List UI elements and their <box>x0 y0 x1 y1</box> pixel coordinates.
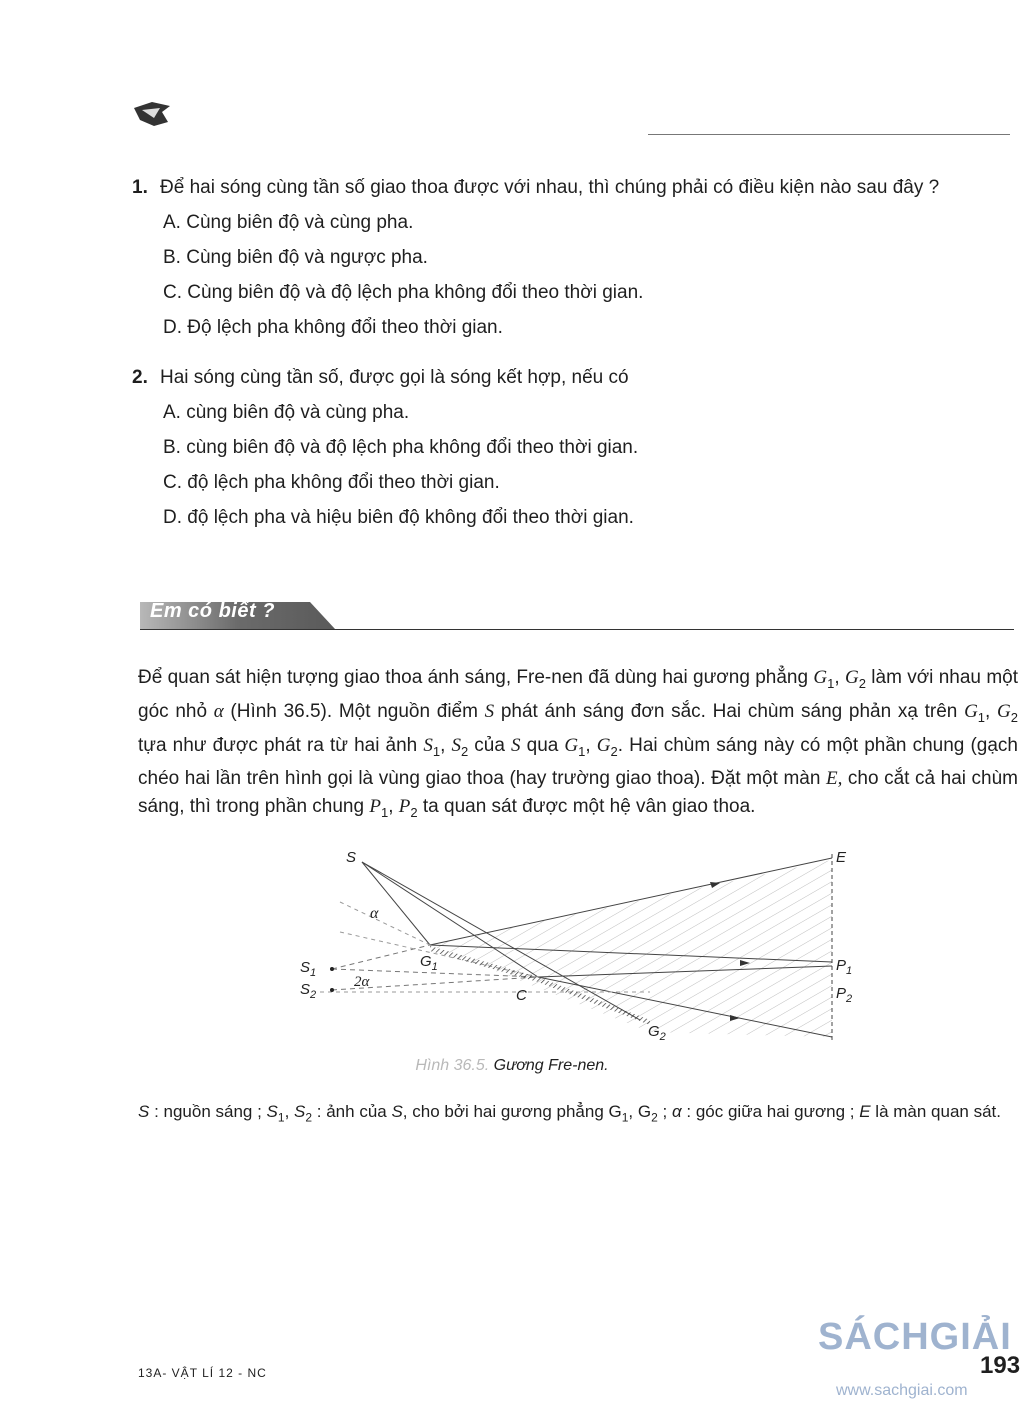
page-number: 193 <box>980 1352 1021 1379</box>
label-c: C <box>516 987 527 1004</box>
section-paragraph: Để quan sát hiện tượng giao thoa ánh sáng, Fre-nen đã dùng hai gương phẳng $G_1$, $G_2$ làm với nhau một góc nhỏ α (Hình 36.5). Một nguồn điểm S phát ánh sáng đơn sắc. Hai chùm sáng phản xạ trên $G_1$, $G_2$ tựa như được phát ra từ hai ảnh $S_1$, $S_2$ của S qua $G_1$, $G_2$. Hai chùm sáng này có một phần chung (gạch chéo hai lần trên hình gọi là vùng giao thoa (hay trường giao thoa). Đặt một màn E, cho cắt cả hai chùm sáng, thì trong phần chung $P_1$, $P_2$ ta quan sát được một hệ vân giao thoa. <box>138 667 1019 821</box>
question-2-option-a: A. cùng biên độ và cùng pha. <box>163 402 410 423</box>
watermark-url: www.sachgiai.com <box>836 1382 968 1399</box>
figure-legend: S : nguồn sáng ; $S_1$, $S_2$ : ảnh của S, cho bởi hai gương phẳng $G_1$, $G_2$ ; α : góc giữa hai gương ; E là màn quan sát. <box>138 1102 1001 1125</box>
question-2-option-d: D. độ lệch pha và hiệu biên độ không đổi theo thời gian. <box>163 507 634 528</box>
label-alpha: α <box>370 905 379 922</box>
label-s: S <box>346 849 357 866</box>
question-1 <box>132 176 939 200</box>
caption-text: Gương Fre-nen. <box>489 1057 609 1074</box>
interference-region <box>430 860 832 1037</box>
figure-caption <box>0 1057 1024 1075</box>
label-2alpha: 2α <box>354 974 370 990</box>
question-2-option-c: C. độ lệch pha không đổi theo thời gian. <box>163 472 500 493</box>
question-number: 1. <box>132 177 148 198</box>
question-1-option-b: B. Cùng biên độ và ngược pha. <box>163 247 428 268</box>
label-e: E <box>836 849 847 866</box>
question-1-option-a: A. Cùng biên độ và cùng pha. <box>163 212 414 233</box>
question-1-option-c: C. Cùng biên độ và độ lệch pha không đổi theo thời gian. <box>163 282 644 303</box>
label-g2: $G_2$ <box>648 1023 666 1043</box>
question-number: 2. <box>132 367 148 388</box>
label-s1: $S_1$ <box>300 959 317 979</box>
question-1-option-d: D. Độ lệch pha không đổi theo thời gian. <box>163 317 503 338</box>
label-s2: $S_2$ <box>300 981 317 1001</box>
section-rule <box>140 629 1014 630</box>
question-2 <box>132 366 629 390</box>
label-g1: $G_1$ <box>420 953 438 973</box>
footer-book-code: 13A- VẬT LÍ 12 - NC <box>138 1366 267 1380</box>
watermark-logo: SÁCHGIẢI <box>818 1316 1012 1358</box>
section-title: Em có biết ? <box>150 600 275 622</box>
caption-label: Hình 36.5. <box>415 1057 490 1074</box>
question-2-option-b: B. cùng biên độ và độ lệch pha không đổi theo thời gian. <box>163 437 639 458</box>
header-rule <box>648 134 1010 135</box>
header-ornament-icon <box>132 100 172 128</box>
label-p2: $P_2$ <box>836 985 853 1005</box>
question-text: Hai sóng cùng tần số, được gọi là sóng kết hợp, nếu có <box>160 367 629 388</box>
question-text: Để hai sóng cùng tần số giao thoa được với nhau, thì chúng phải có điều kiện nào sau đây ? <box>160 177 940 198</box>
label-p1: $P_1$ <box>836 957 853 977</box>
fresnel-mirror-diagram <box>280 842 870 1052</box>
